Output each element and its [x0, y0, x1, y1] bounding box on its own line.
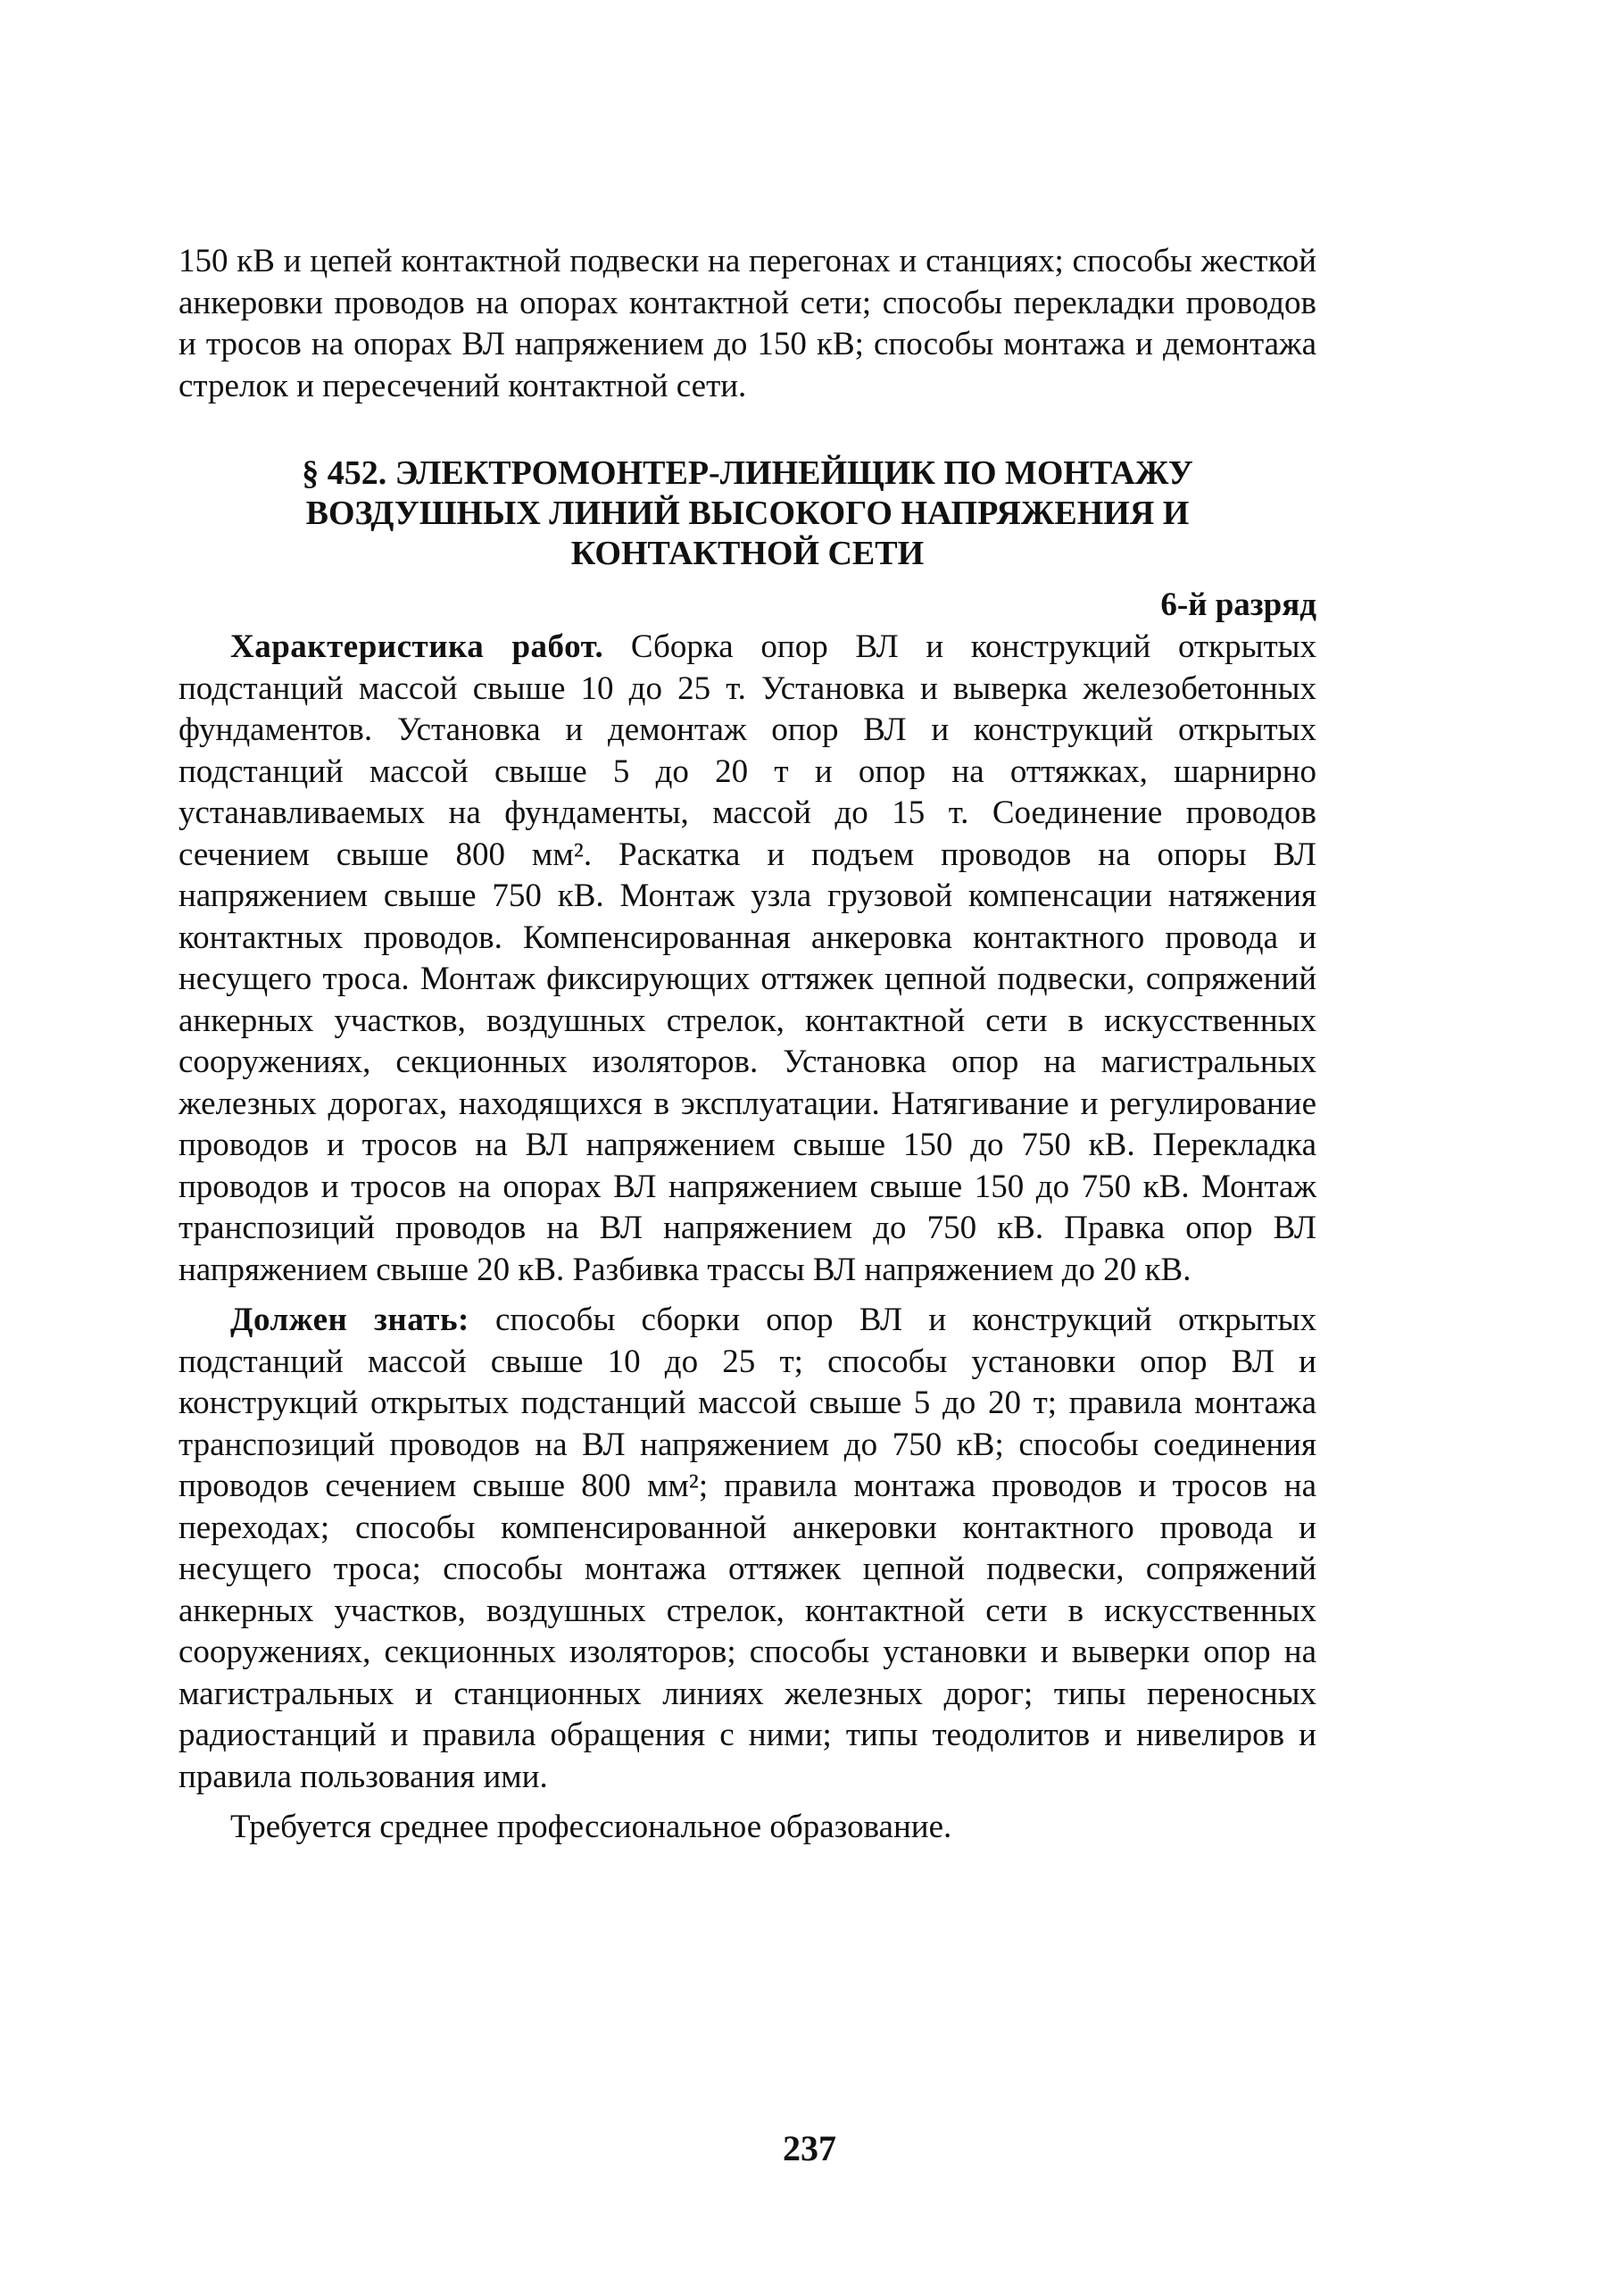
section-body	[179, 627, 1316, 1849]
section-heading-line-3: КОНТАКТНОЙ СЕТИ	[570, 535, 925, 572]
section-heading-line-2: ВОЗДУШНЫХ ЛИНИЙ ВЫСОКОГО НАПРЯЖЕНИЯ И	[305, 495, 1190, 532]
work-characteristics-paragraph	[179, 627, 1316, 1291]
section-heading-line-1: § 452. ЭЛЕКТРОМОНТЕР-ЛИНЕЙЩИК ПО МОНТАЖУ	[302, 454, 1193, 492]
must-know-label: Должен знать:	[230, 1302, 469, 1338]
work-characteristics-text: Сборка опор ВЛ и конструкций открытых подстанций массой свыше 10 до 25 т. Установка и выверка железобетонных фундаментов. Установка и демонтаж опор ВЛ и конструкций открытых подстанций массой свыше 5 до 20 т и опор на оттяжках, шарнирно устанавливаемых на фундаменты, массой до 15 т. Соединение проводов сечением свыше 800 мм². Раскатка и подъем проводов на опоры ВЛ напряжением свыше 750 кВ. Монтаж узла грузовой компенсации натяжения контактных проводов. Компенсированная анкеровка контактного провода и несущего троса. Монтаж фиксирующих оттяжек цепной подвески, сопряжений анкерных участков, воздушных стрелок, контактной сети в искусственных сооружениях, секционных изоляторов. Установка опор на магистральных железных дорогах, находящихся в эксплуатации. Натягивание и регулирование проводов и тросов на ВЛ напряжением свыше 150 до 750 кВ. Перекладка проводов и тросов на опорах ВЛ напряжением свыше 150 до 750 кВ. Монтаж транспозиций проводов на ВЛ напряжением до 750 кВ. Правка опор ВЛ напряжением свыше 20 кВ. Разбивка трассы ВЛ напряжением до 20 кВ.	[179, 628, 1316, 1288]
intro-paragraph: 150 кВ и цепей контактной подвески на перегонах и станциях; способы жесткой анкеровки проводов на опорах контактной сети; способы перекладки проводов и тросов на опорах ВЛ напряжением до 150 кВ; способы монтажа и демонтажа стрелок и пересечений контактной сети.	[179, 243, 1316, 404]
page-number: 237	[783, 2128, 836, 2168]
grade-label: 6-й разряд	[1160, 586, 1316, 623]
section-heading	[179, 453, 1316, 574]
must-know-paragraph	[179, 1300, 1316, 1798]
work-characteristics-label: Характеристика работ.	[230, 628, 604, 665]
education-requirement: Требуется среднее профессиональное образование.	[230, 1809, 952, 1845]
must-know-text: способы сборки опор ВЛ и конструкций открытых подстанций массой свыше 10 до 25 т; способы установки опор ВЛ и конструкций открытых подстанций массой свыше 5 до 20 т; правила монтажа транспозиций проводов на ВЛ напряжением до 750 кВ; способы соединения проводов сечением свыше 800 мм²; правила монтажа проводов и тросов на переходах; способы компенсированной анкеровки контактного провода и несущего троса; способы монтажа оттяжек цепной подвески, сопряжений анкерных участков, воздушных стрелок, контактной сети в искусственных сооружениях, секционных изоляторов; способы установки и выверки опор на магистральных и станционных линиях железных дорог; типы переносных радиостанций и правила обращения с ними; типы теодолитов и нивелиров и правила пользования ими.	[179, 1302, 1316, 1795]
